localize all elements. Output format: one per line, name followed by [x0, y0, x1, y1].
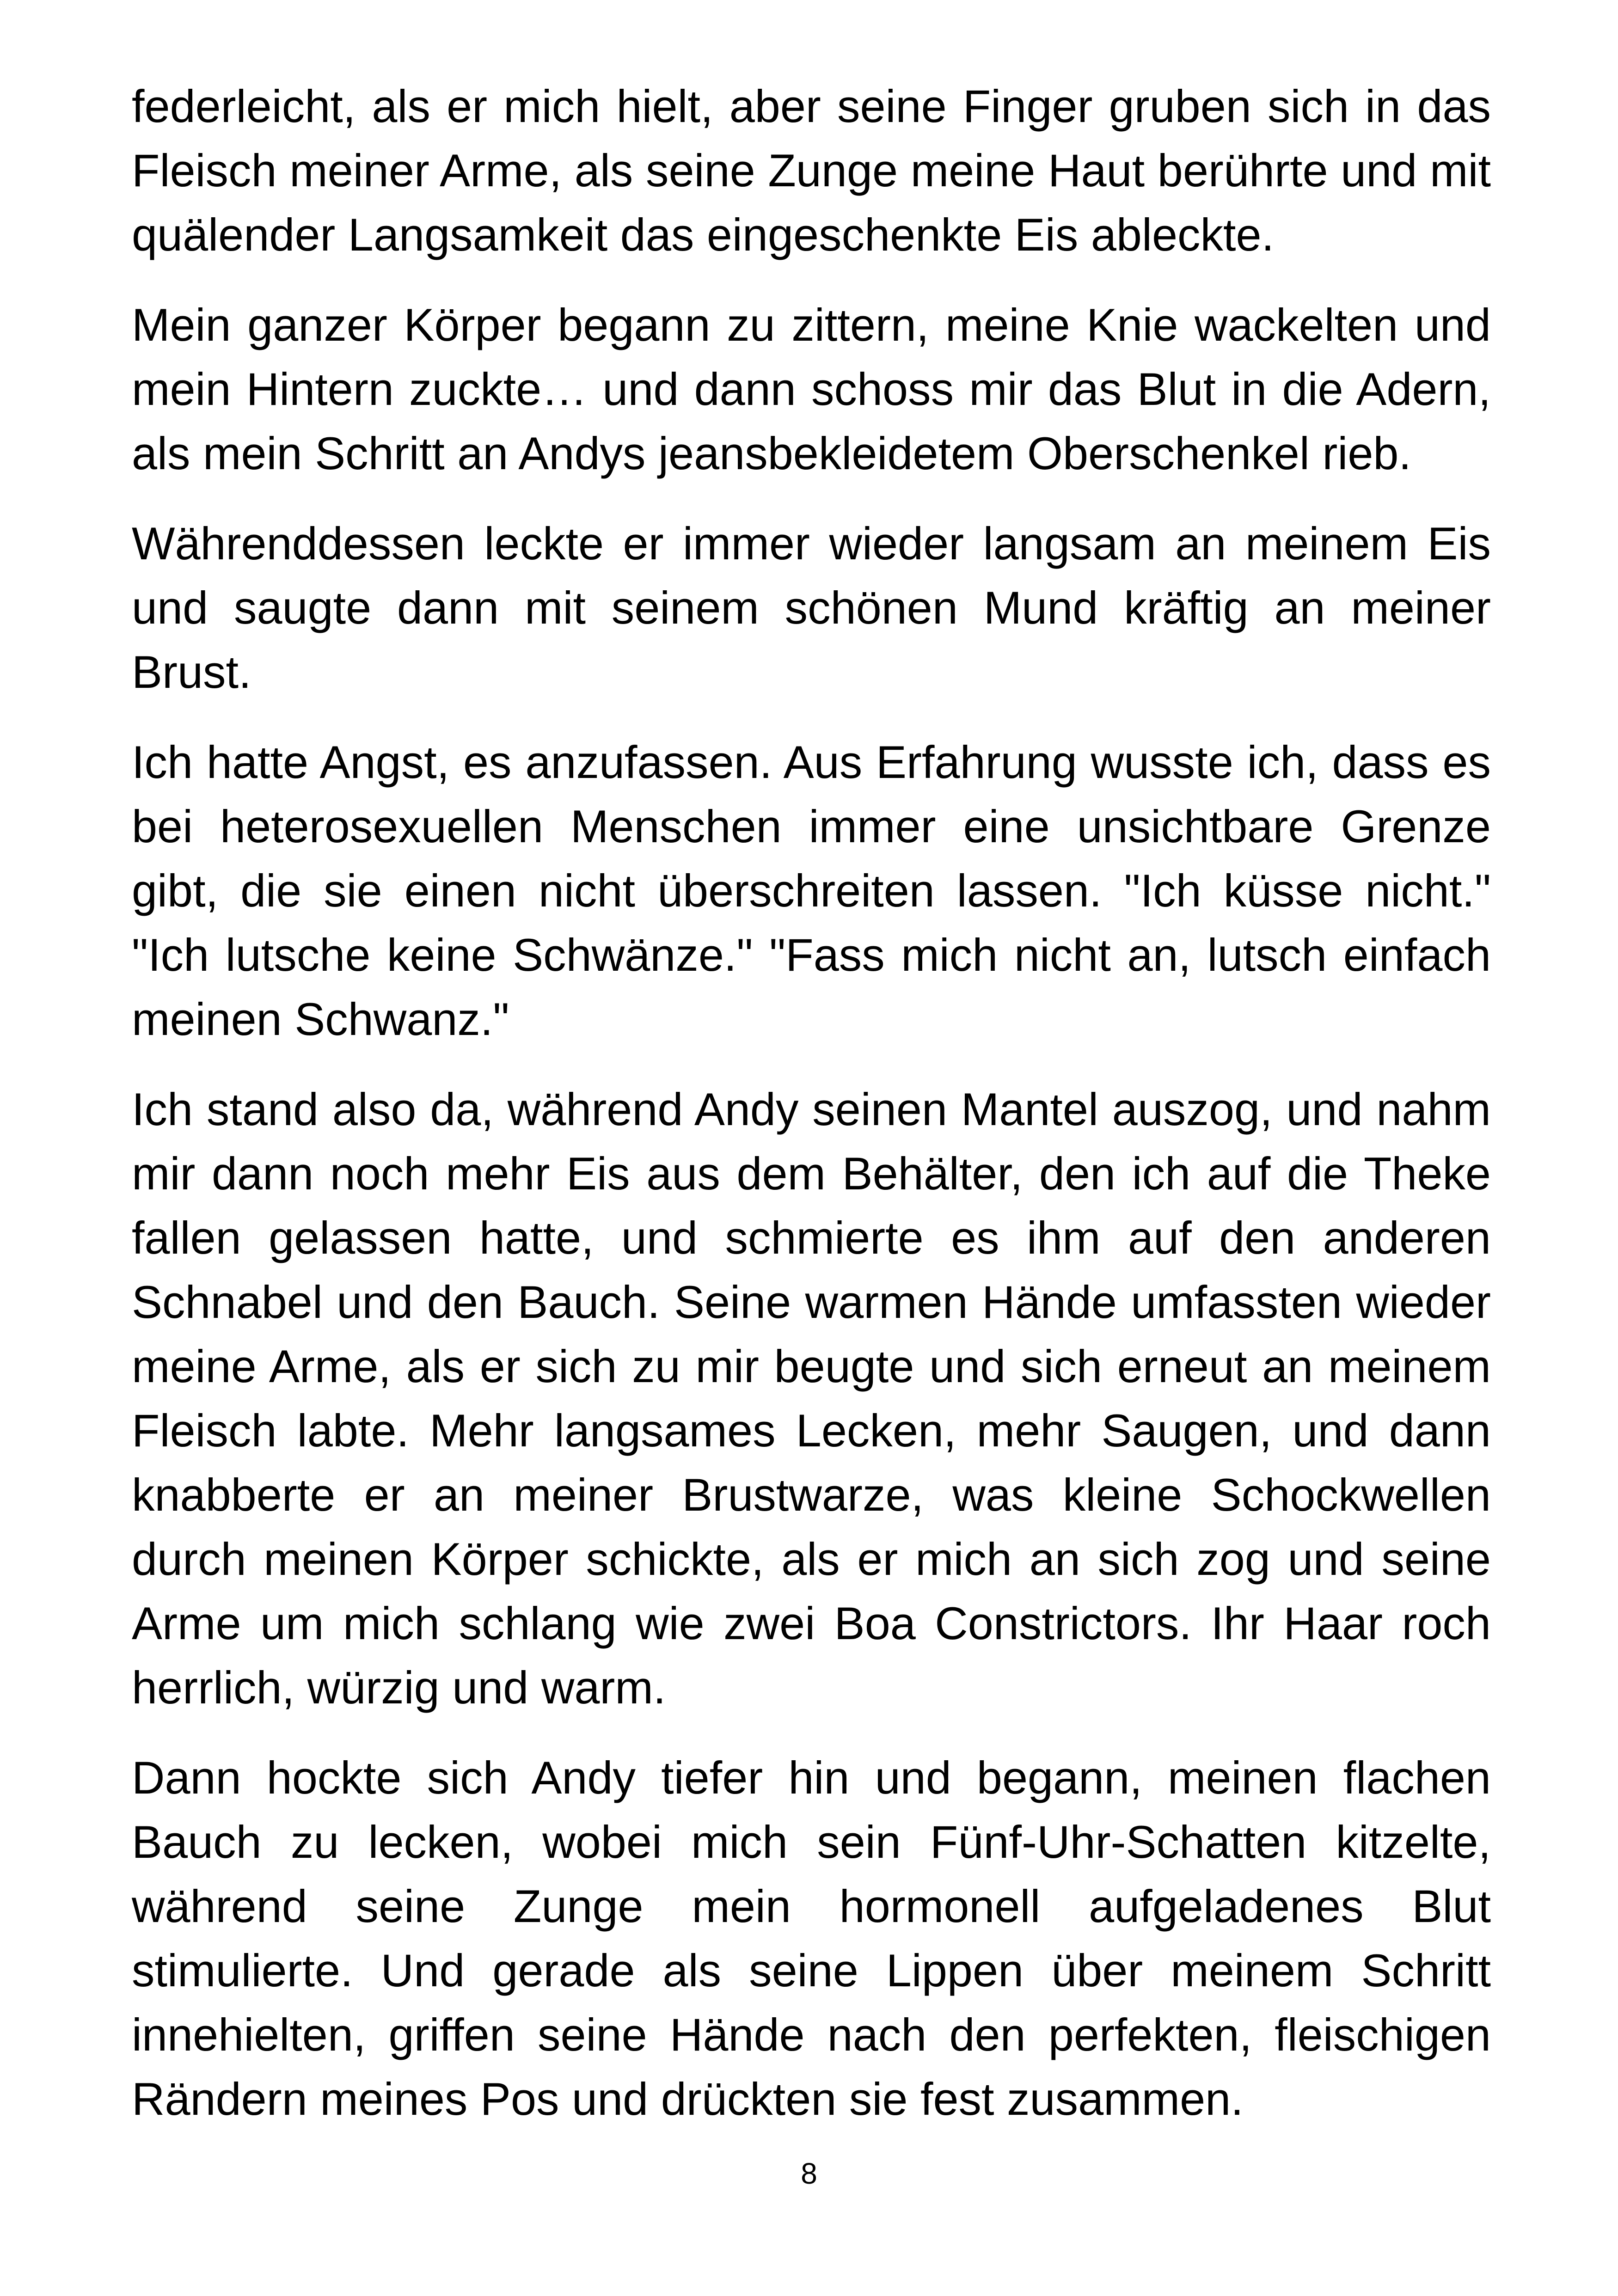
paragraph-3: Währenddessen leckte er immer wieder langsam an meinem Eis und saugte dann mit seinem schönen Mund kräftig an meiner Brust. [132, 518, 1491, 698]
paragraph-4: Ich hatte Angst, es anzufassen. Aus Erfahrung wusste ich, dass es bei heterosexuellen Menschen immer eine unsichtbare Grenze gibt, die sie einen nicht überschreiten lassen. "Ich küsse nicht." "Ich lutsche keine Schwänze." "Fass mich nicht an, lutsch einfach meinen Schwanz." [132, 736, 1491, 1045]
page-number: 8 [801, 2157, 817, 2190]
paragraph-2: Mein ganzer Körper begann zu zittern, meine Knie wackelten und mein Hintern zuckte… und dann schoss mir das Blut in die Adern, als mein Schritt an Andys jeansbekleidetem Oberschenkel rieb. [132, 299, 1491, 479]
paragraph-1: federleicht, als er mich hielt, aber seine Finger gruben sich in das Fleisch meiner Arme, als seine Zunge meine Haut berührte und mit quälender Langsamkeit das eingeschenkte Eis ableckte. [132, 80, 1491, 260]
paragraph-5: Ich stand also da, während Andy seinen Mantel auszog, und nahm mir dann noch mehr Eis aus dem Behälter, den ich auf die Theke fallen gelassen hatte, und schmierte es ihm auf den anderen Schnabel und den Bauch. Seine warmen Hände umfassten wieder meine Arme, als er sich zu mir beugte und sich erneut an meinem Fleisch labte. Mehr langsames Lecken, mehr Saugen, und dann knabberte er an meiner Brustwarze, was kleine Schockwellen durch meinen Körper schickte, als er mich an sich zog und seine Arme um mich schlang wie zwei Boa Constrictors. Ihr Haar roch herrlich, würzig und warm. [132, 1084, 1491, 1713]
paragraph-6: Dann hockte sich Andy tiefer hin und begann, meinen flachen Bauch zu lecken, wobei mich sein Fünf-Uhr-Schatten kitzelte, während seine Zunge mein hormonell aufgeladenes Blut stimulierte. Und gerade als seine Lippen über meinem Schritt innehielten, griffen seine Hände nach den perfekten, fleischigen Rändern meines Pos und drückten sie fest zusammen. [132, 1752, 1491, 2125]
text-body [132, 74, 1491, 2157]
